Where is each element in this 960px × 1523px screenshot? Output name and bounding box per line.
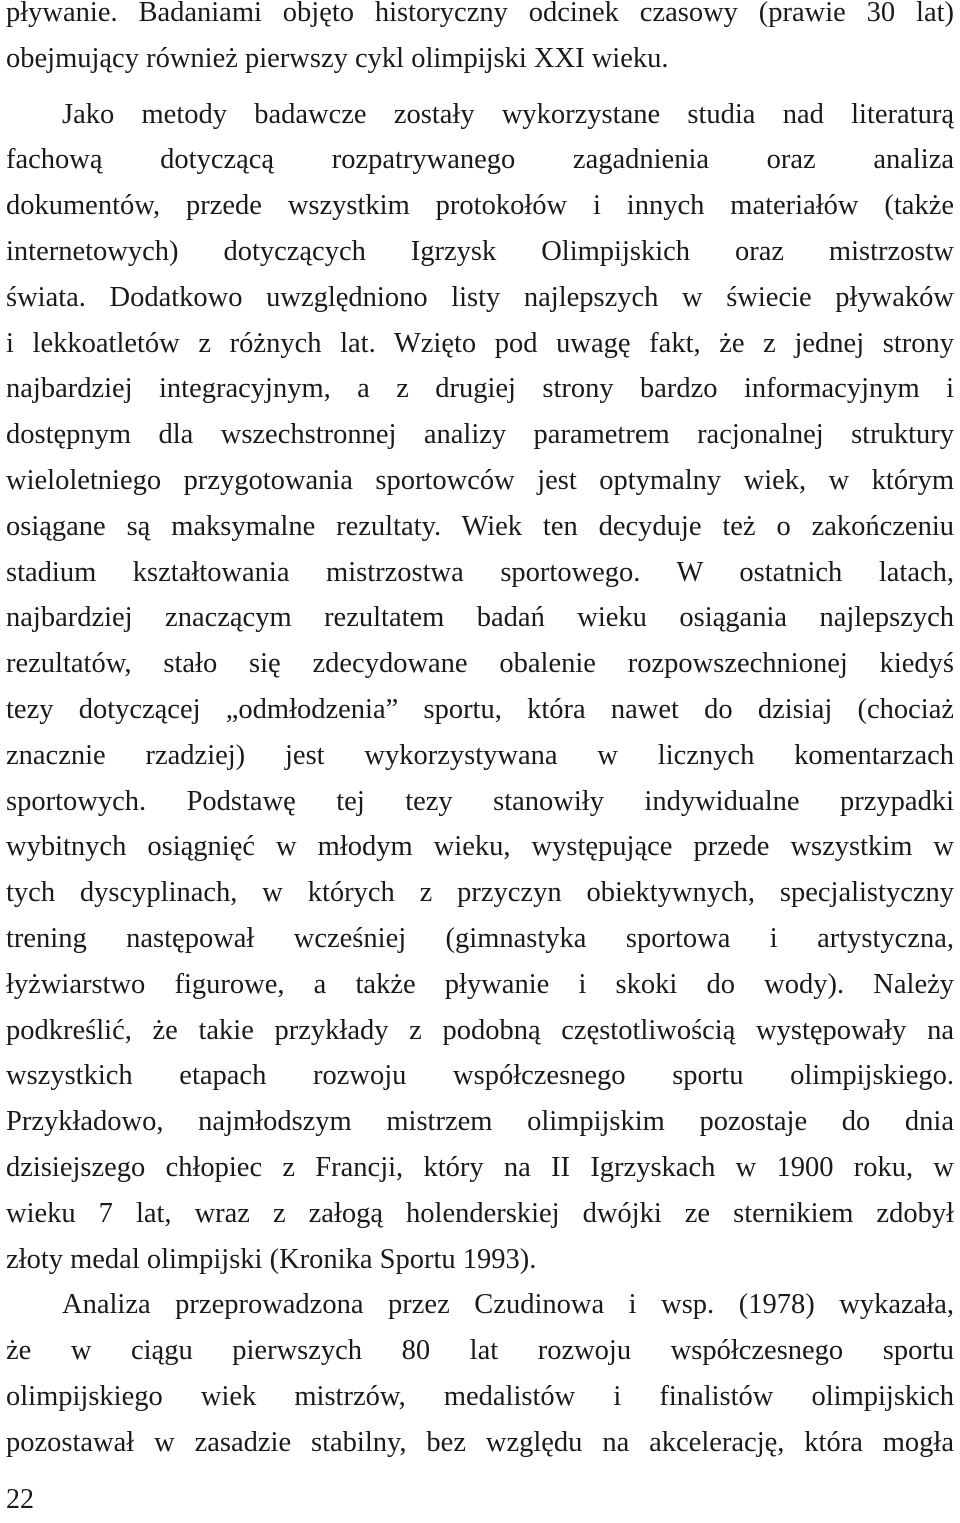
text-line: sportowych. Podstawę tej tezy stanowiły indywidualne przypadki <box>6 785 954 817</box>
text-line: pozostawał w zasadzie stabilny, bez względu na akcelerację, która mogła <box>6 1426 954 1458</box>
text-line: wszystkich etapach rozwoju współczesnego sportu olimpijskiego. <box>6 1060 954 1092</box>
text-line: trening następował wcześniej (gimnastyka sportowa i artystyczna, <box>6 922 954 954</box>
text-line: Jako metody badawcze zostały wykorzystane studia nad literaturą <box>62 98 954 130</box>
page-number: 22 <box>6 1484 34 1515</box>
text-line: wieku 7 lat, wraz z załogą holenderskiej dwójki ze sternikiem zdobył <box>6 1197 954 1229</box>
text-line: złoty medal olimpijski (Kronika Sportu 1993). <box>6 1243 537 1275</box>
text-line: osiągane są maksymalne rezultaty. Wiek ten decyduje też o zakończeniu <box>6 510 954 542</box>
text-line: olimpijskiego wiek mistrzów, medalistów i finalistów olimpijskich <box>6 1380 954 1412</box>
text-line: i lekkoatletów z różnych lat. Wzięto pod uwagę fakt, że z jednej strony <box>6 327 954 359</box>
text-line: łyżwiarstwo figurowe, a także pływanie i skoki do wody). Należy <box>6 968 954 1000</box>
text-line: wybitnych osiągnięć w młodym wieku, występujące przede wszystkim w <box>6 831 954 863</box>
text-line: najbardziej integracyjnym, a z drugiej strony bardzo informacyjnym i <box>6 373 954 405</box>
text-line: świata. Dodatkowo uwzględniono listy najlepszych w świecie pływaków <box>6 281 954 313</box>
text-line: że w ciągu pierwszych 80 lat rozwoju współczesnego sportu <box>6 1335 954 1367</box>
text-line: pływanie. Badaniami objęto historyczny odcinek czasowy (prawie 30 lat) <box>6 0 954 28</box>
text-line: tezy dotyczącej „odmłodzenia” sportu, która nawet do dzisiaj (chociaż <box>6 693 954 725</box>
text-line: Analiza przeprowadzona przez Czudinowa i wsp. (1978) wykazała, <box>62 1289 954 1321</box>
text-line: wieloletniego przygotowania sportowców jest optymalny wiek, w którym <box>6 464 954 496</box>
text-line: Przykładowo, najmłodszym mistrzem olimpijskim pozostaje do dnia <box>6 1106 954 1138</box>
text-line: dzisiejszego chłopiec z Francji, który na II Igrzyskach w 1900 roku, w <box>6 1151 954 1183</box>
text-line: obejmujący również pierwszy cykl olimpijski XXI wieku. <box>6 42 669 74</box>
text-line: tych dyscyplinach, w których z przyczyn obiektywnych, specjalistyczny <box>6 877 954 909</box>
text-line: najbardziej znaczącym rezultatem badań wieku osiągania najlepszych <box>6 602 954 634</box>
text-line: znacznie rzadziej) jest wykorzystywana w licznych komentarzach <box>6 739 954 771</box>
text-line: internetowych) dotyczących Igrzysk Olimpijskich oraz mistrzostw <box>6 235 954 267</box>
text-line: podkreślić, że takie przykłady z podobną częstotliwością występowały na <box>6 1014 954 1046</box>
text-line: rezultatów, stało się zdecydowane obalenie rozpowszechnionej kiedyś <box>6 648 954 680</box>
document-body <box>6 0 954 1466</box>
text-line: dostępnym dla wszechstronnej analizy parametrem racjonalnej struktury <box>6 419 954 451</box>
text-line: dokumentów, przede wszystkim protokołów i innych materiałów (także <box>6 190 954 222</box>
text-line: stadium kształtowania mistrzostwa sportowego. W ostatnich latach, <box>6 556 954 588</box>
text-line: fachową dotyczącą rozpatrywanego zagadnienia oraz analiza <box>6 144 954 176</box>
